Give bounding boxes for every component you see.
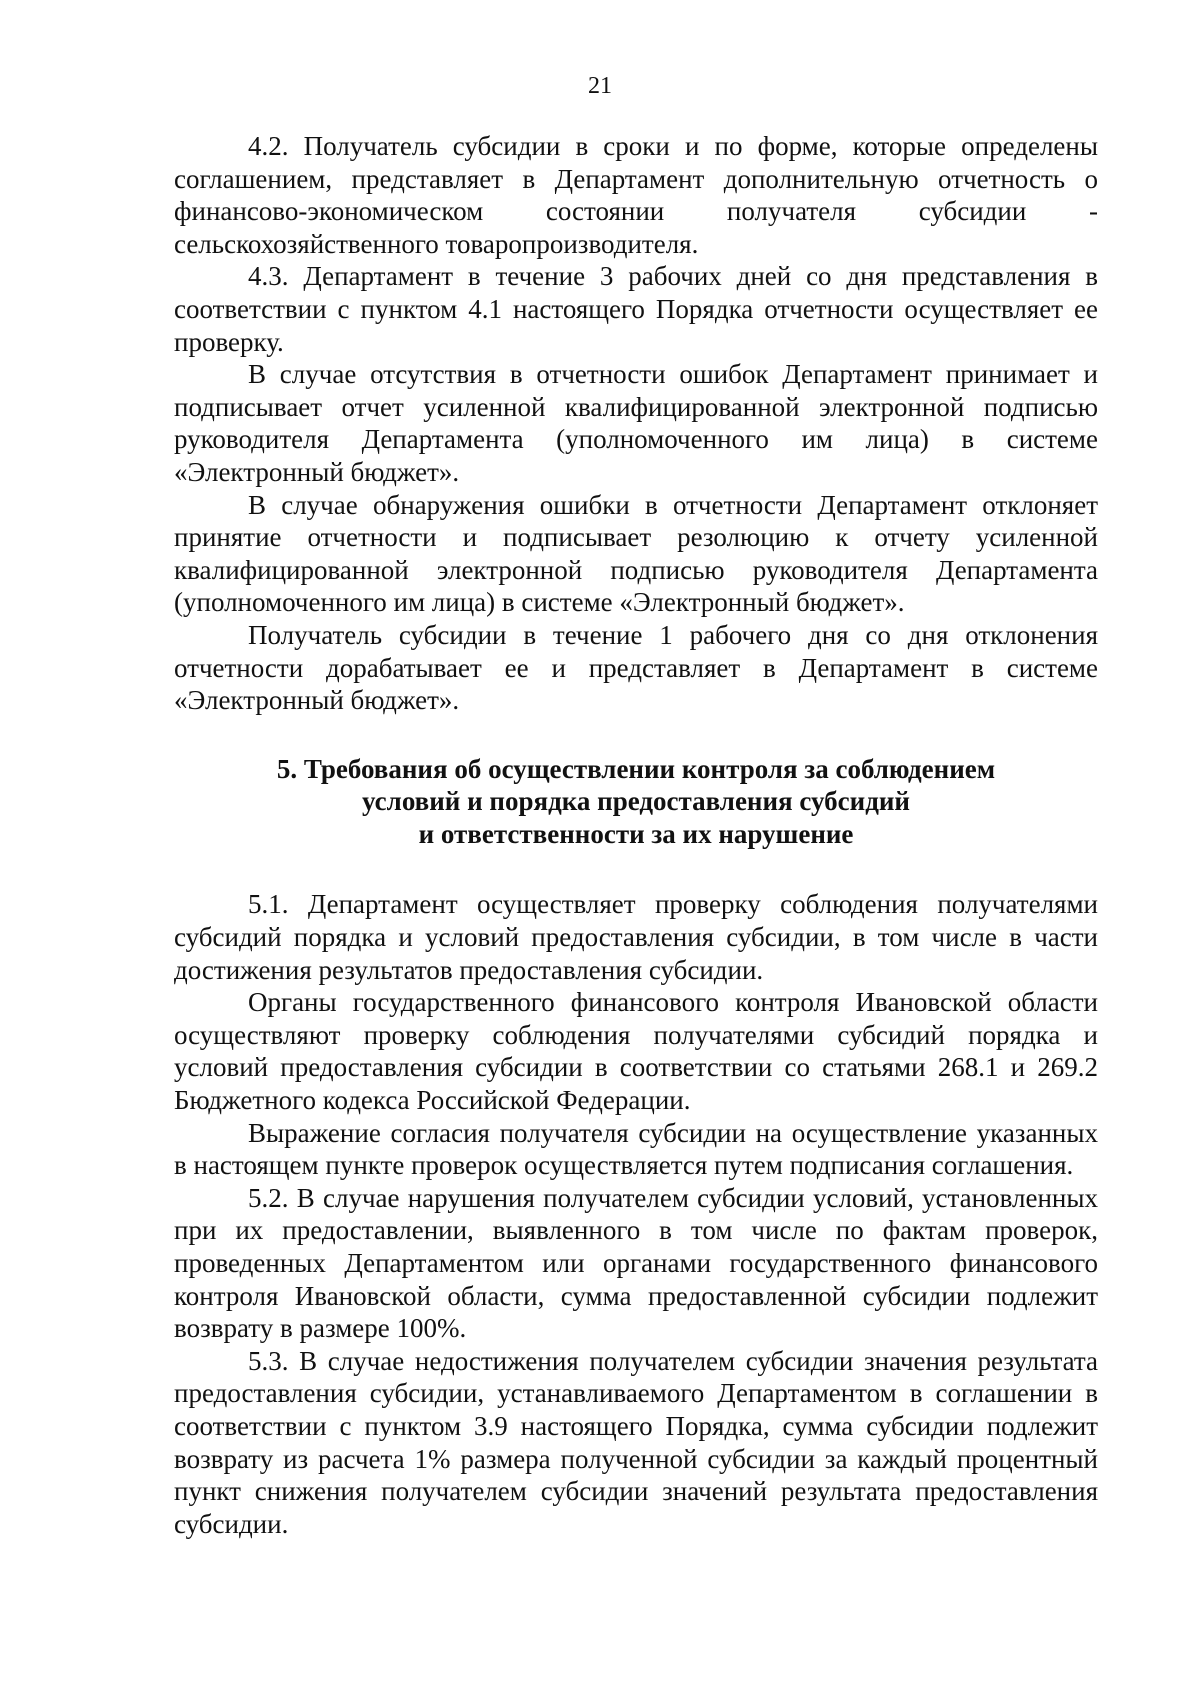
paragraph-rework: Получатель субсидии в течение 1 рабочего дня со дня отклонения отчетности дорабатывает ее и представляет в Департамент в системе «Электронный бюджет». bbox=[174, 619, 1098, 716]
heading-line: условий и порядка предоставления субсидий bbox=[362, 786, 910, 817]
paragraph-5-2: 5.2. В случае нарушения получателем субсидии условий, установленных при их предоставлении, выявленного в том числе по фактам проверок, проведенных Департаментом или органами государственного финансового контроля Ивановской области, сумма предоставленной субсидии подлежит возврату в размере 100%. bbox=[174, 1182, 1098, 1344]
paragraph-no-errors: В случае отсутствия в отчетности ошибок Департамент принимает и подписывает отчет усиленной квалифицированной электронной подписью руководителя Департамента (уполномоченного им лица) в системе «Электронный бюджет». bbox=[174, 359, 1098, 487]
section-5-heading bbox=[174, 753, 1098, 851]
paragraph-4-3: 4.3. Департамент в течение 3 рабочих дней со дня представления в соответствии с пунктом 4.1 настоящего Порядка отчетности осуществляет ее проверку. bbox=[174, 261, 1098, 357]
heading-line: и ответственности за их нарушение bbox=[418, 818, 854, 849]
paragraph-5-3: 5.3. В случае недостижения получателем субсидии значения результата предоставления субсидии, устанавливаемого Департаментом в соглашении в соответствии с пунктом 3.9 настоящего Порядка, сумма субсидии подлежит возврату из расчета 1% размера полученной субсидии за каждый процентный пункт снижения получателем субсидии значений результата предоставления субсидии. bbox=[174, 1345, 1098, 1539]
paragraph-financial-control: Органы государственного финансового контроля Ивановской области осуществляют проверку соблюдения получателями субсидий порядка и условий предоставления субсидии в соответствии со статьями 268.1 и 269.2 Бюджетного кодекса Российской Федерации. bbox=[174, 987, 1098, 1116]
paragraph-5-1: 5.1. Департамент осуществляет проверку соблюдения получателями субсидий порядка и условий предоставления субсидии, в том числе в части достижения результатов предоставления субсидии. bbox=[174, 889, 1098, 985]
heading-line: 5. Требования об осуществлении контроля за соблюдением bbox=[276, 753, 996, 784]
document-body bbox=[174, 130, 1098, 1540]
paragraph-errors-found: В случае обнаружения ошибки в отчетности Департамент отклоняет принятие отчетности и подписывает резолюцию к отчету усиленной квалифицированной электронной подписью руководителя Департамента (уполномоченного им лица) в системе «Электронный бюджет». bbox=[174, 489, 1098, 618]
paragraph-4-2: 4.2. Получатель субсидии в сроки и по форме, которые определены соглашением, представляет в Департамент дополнительную отчетность о финансово-экономическом состоянии получателя субсидии - сельскохозяйственного товаропроизводителя. bbox=[174, 131, 1098, 259]
page-number: 21 bbox=[588, 73, 612, 99]
paragraph-consent: Выражение согласия получателя субсидии на осуществление указанных в настоящем пункте проверок осуществляется путем подписания соглашения. bbox=[174, 1117, 1098, 1181]
